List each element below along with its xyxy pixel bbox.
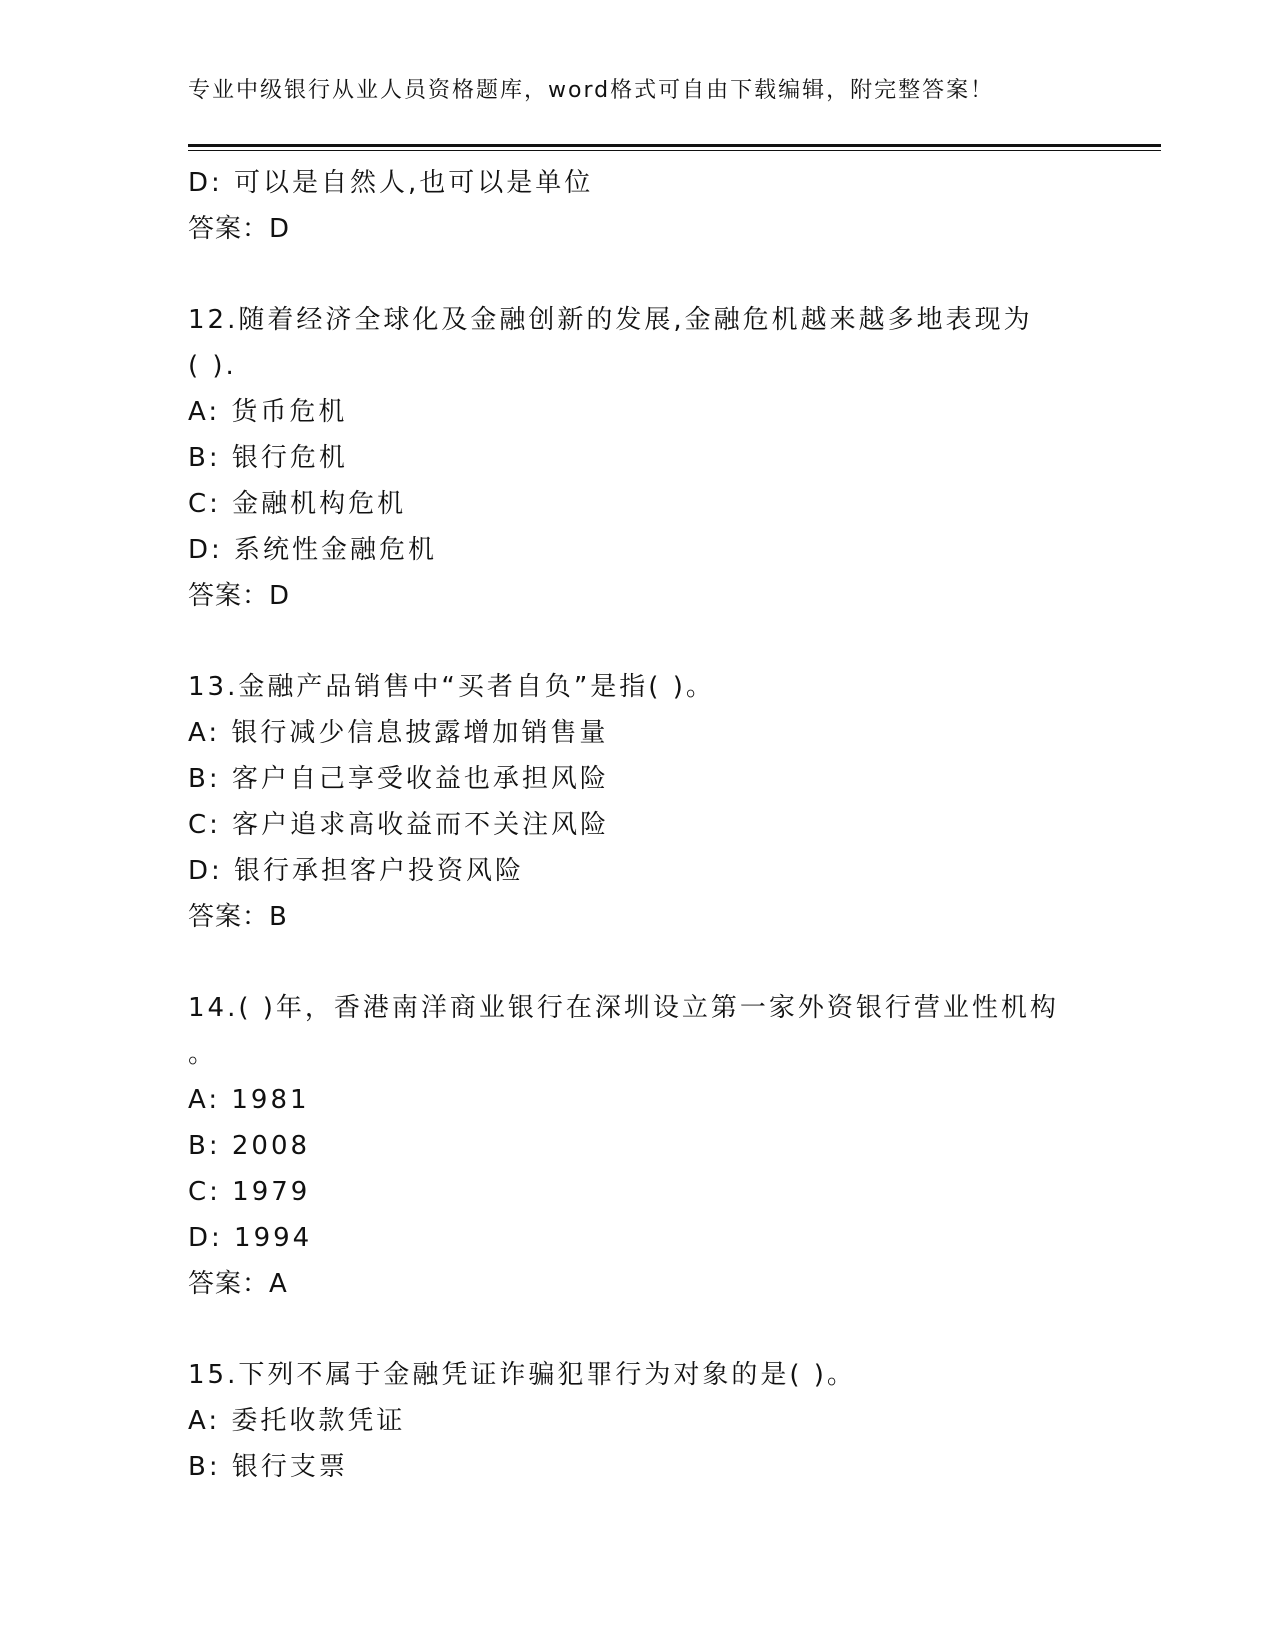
option-d: D: 系统性金融危机: [188, 535, 438, 565]
option-d: D: 银行承担客户投资风险: [188, 856, 525, 886]
question-13: [188, 664, 1161, 940]
question-list: [188, 160, 1161, 1490]
option-c: C: 1979: [188, 1177, 311, 1207]
question-12: [188, 297, 1161, 619]
page-header: 专业中级银行从业人员资格题库，word格式可自由下载编辑，附完整答案！: [188, 78, 995, 103]
option-a: A: 银行减少信息披露增加销售量: [188, 718, 609, 748]
option-a: A: 委托收款凭证: [188, 1406, 406, 1436]
option-b: B: 银行危机: [188, 443, 348, 473]
option-c: C: 金融机构危机: [188, 489, 407, 519]
question-stem: 14.( )年，香港南洋商业银行在深圳设立第一家外资银行营业性机构: [188, 993, 1059, 1023]
option-d: D: 1994: [188, 1223, 313, 1253]
option-b: B: 客户自己享受收益也承担风险: [188, 764, 609, 794]
option-c: C: 客户追求高收益而不关注风险: [188, 810, 610, 840]
question-15: [188, 1352, 1161, 1490]
question-stem-cont: 。: [188, 1039, 218, 1069]
header-divider-thick: [188, 144, 1161, 147]
answer-line: 答案：D: [188, 581, 291, 611]
option-d: D: 可以是自然人,也可以是单位: [188, 168, 594, 198]
option-a: A: 1981: [188, 1085, 310, 1115]
question-stem-cont: ( ).: [188, 351, 237, 381]
option-b: B: 银行支票: [188, 1452, 348, 1482]
answer-line: 答案：B: [188, 902, 288, 932]
answer-line: 答案：A: [188, 1269, 288, 1299]
option-a: A: 货币危机: [188, 397, 348, 427]
question-stem: 12.随着经济全球化及金融创新的发展,金融危机越来越多地表现为: [188, 305, 1033, 335]
question-stem: 13.金融产品销售中“买者自负”是指( )。: [188, 672, 715, 702]
answer-line: 答案：D: [188, 214, 291, 244]
header-divider-thin: [188, 150, 1161, 151]
question-stem: 15.下列不属于金融凭证诈骗犯罪行为对象的是( )。: [188, 1360, 856, 1390]
question-14: [188, 985, 1161, 1307]
option-b: B: 2008: [188, 1131, 311, 1161]
